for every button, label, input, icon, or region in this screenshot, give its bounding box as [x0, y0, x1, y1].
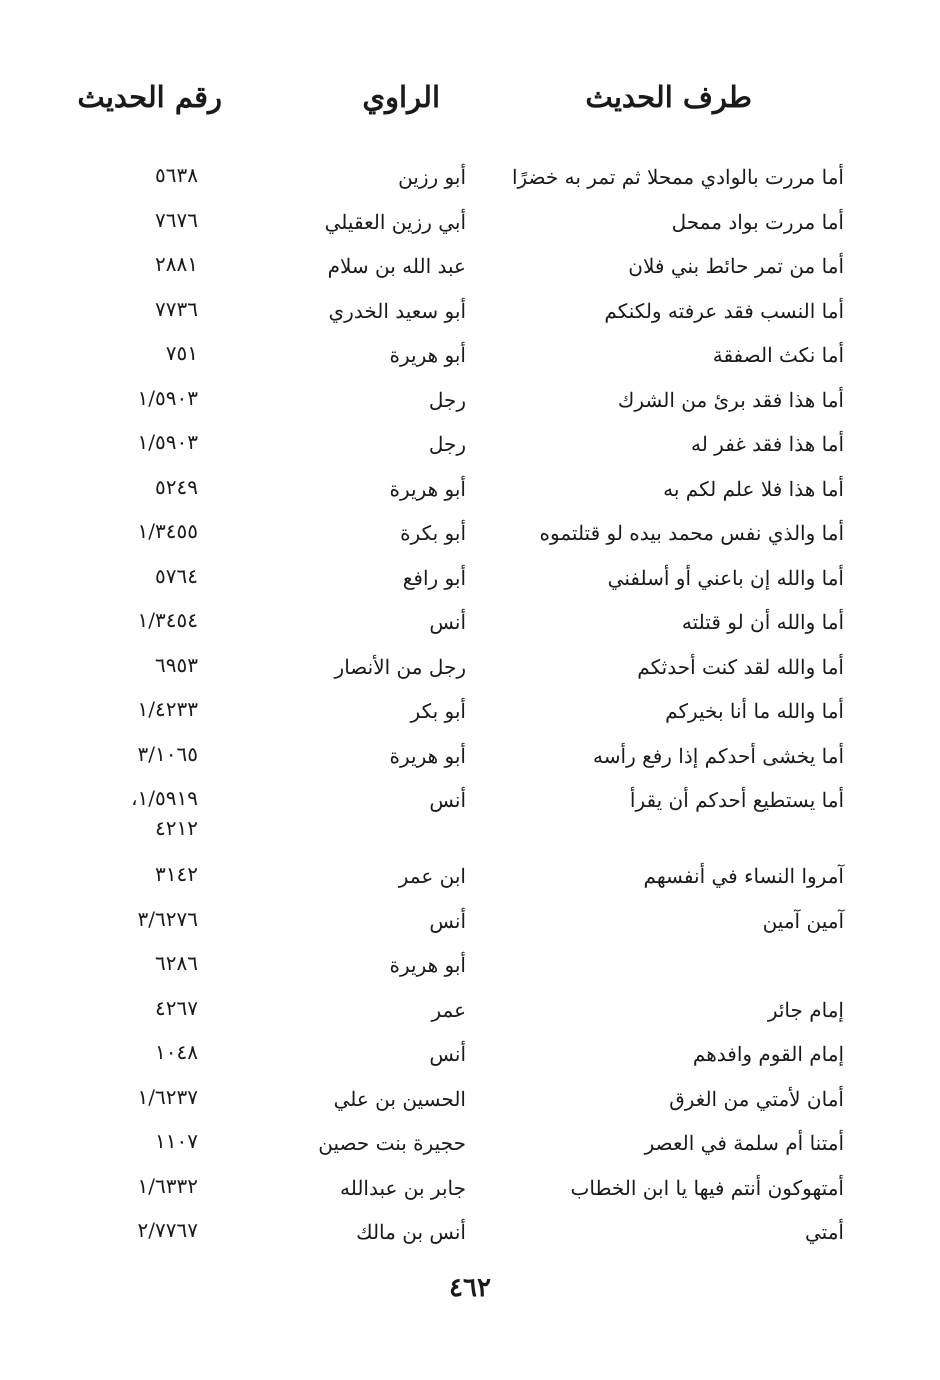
narrator-name: أنس — [429, 1042, 466, 1066]
hadith-number: ١/٣٤٥٥ — [137, 519, 198, 543]
table-row — [0, 783, 940, 859]
table-row — [0, 160, 940, 205]
narrator-name: أنس — [429, 610, 466, 634]
hadith-text: أمتنا أم سلمة في العصر — [644, 1131, 844, 1155]
hadith-number: ١/٥٩٠٣ — [137, 430, 198, 454]
hadith-number — [131, 783, 198, 843]
table-row — [0, 993, 940, 1038]
table-row — [0, 694, 940, 739]
hadith-number: ٣/١٠٦٥ — [137, 741, 198, 766]
hadith-text: أمان لأمتي من الغرق — [669, 1086, 844, 1111]
hadith-text: أما والذي نفس محمد بيده لو قتلتموه — [539, 521, 844, 545]
narrator-name: أبو هريرة — [389, 953, 466, 977]
hadith-number: ٤٢٦٧ — [155, 995, 198, 1020]
hadith-number: ١/٥٩٠٣ — [137, 385, 198, 410]
table-header — [0, 80, 940, 130]
hadith-text: آمين آمين — [762, 908, 844, 933]
hadith-number: ١/٣٤٥٤ — [137, 608, 198, 632]
narrator-name: أبو بكر — [410, 699, 466, 723]
narrator-name: عمر — [431, 997, 466, 1022]
hadith-number: ١٠٤٨ — [155, 1040, 198, 1064]
table-row — [0, 904, 940, 949]
table-row — [0, 1037, 940, 1082]
hadith-text: أما النسب فقد عرفته ولكنكم — [604, 298, 844, 323]
narrator-name: أبو سعيد الخدري — [328, 298, 466, 323]
hadith-text: إمام جائر — [767, 997, 844, 1022]
table-row — [0, 472, 940, 517]
narrator-name: أبو رزين — [398, 165, 466, 189]
narrator-name: أبو بكرة — [400, 521, 466, 545]
narrator-name: أبو رافع — [402, 565, 466, 590]
narrator-name: رجل من الأنصار — [334, 654, 466, 679]
hadith-number: ٣١٤٢ — [155, 862, 198, 886]
table-row — [0, 1126, 940, 1171]
narrator-name: ابن عمر — [398, 864, 466, 888]
hadith-text: أما نكث الصفقة — [712, 343, 844, 367]
narrator-name: عبد الله بن سلام — [327, 254, 466, 278]
hadith-number: ٥٢٤٩ — [155, 474, 198, 499]
table-row — [0, 338, 940, 383]
hadith-text: أما يستطيع أحدكم أن يقرأ — [629, 788, 844, 812]
hadith-text: أما والله إن باعني أو أسلفني — [607, 565, 844, 590]
header-narrator: الراوي — [362, 80, 440, 114]
hadith-text: أما والله ما أنا بخيركم — [665, 699, 844, 723]
table-row — [0, 427, 940, 472]
header-hadith-text: طرف الحديث — [585, 80, 752, 114]
table-row — [0, 516, 940, 561]
table-row — [0, 294, 940, 339]
hadith-number: ١/٦٢٣٧ — [137, 1084, 198, 1109]
hadith-text: إمام القوم وافدهم — [692, 1042, 844, 1066]
narrator-name: أبو هريرة — [389, 343, 466, 367]
hadith-number: ٧٥١ — [165, 341, 198, 365]
narrator-name: رجل — [428, 387, 466, 412]
hadith-number: ٦٢٨٦ — [155, 951, 198, 975]
table-row — [0, 859, 940, 904]
table-row — [0, 1082, 940, 1127]
table-row — [0, 561, 940, 606]
hadith-number: ٢٨٨١ — [155, 252, 198, 276]
table-row — [0, 948, 940, 993]
hadith-text: أما هذا فقد غفر له — [691, 432, 844, 456]
hadith-text: أما والله لقد كنت أحدثكم — [637, 654, 844, 679]
hadith-text: أما والله أن لو قتلته — [681, 610, 844, 634]
narrator-name: أنس — [429, 788, 466, 812]
narrator-name: الحسين بن علي — [333, 1086, 466, 1111]
hadith-number: ٧٧٣٦ — [155, 296, 198, 321]
hadith-number-line-1: ١/٥٩١٩، — [131, 786, 198, 810]
narrator-name: أبي رزين العقيلي — [324, 209, 466, 234]
hadith-text: آمروا النساء في أنفسهم — [643, 864, 844, 888]
hadith-number: ٢/٧٧٦٧ — [137, 1218, 198, 1242]
hadith-number: ٥٧٦٤ — [155, 563, 198, 588]
narrator-name: أنس — [429, 908, 466, 933]
hadith-text: أمتي — [805, 1220, 844, 1244]
table-row — [0, 249, 940, 294]
hadith-number-line-2: ٤٢١٢ — [155, 816, 198, 840]
hadith-text: أما مررت بالوادي ممحلا ثم تمر به خضرًا — [511, 165, 844, 189]
hadith-number: ١١٠٧ — [155, 1129, 198, 1153]
hadith-number: ٥٦٣٨ — [155, 163, 198, 187]
hadith-number: ٦٩٥٣ — [155, 652, 198, 677]
hadith-text: أما هذا فقد برئ من الشرك — [617, 387, 844, 412]
header-hadith-number: رقم الحديث — [77, 80, 222, 114]
table-row — [0, 650, 940, 695]
narrator-name: جابر بن عبدالله — [339, 1175, 466, 1200]
hadith-number: ١/٦٣٣٢ — [137, 1173, 198, 1198]
hadith-number: ٧٦٧٦ — [155, 207, 198, 232]
narrator-name: رجل — [428, 432, 466, 456]
hadith-text: أما يخشى أحدكم إذا رفع رأسه — [593, 743, 844, 768]
hadith-text: أما مررت بواد ممحل — [671, 209, 844, 234]
hadith-text: أما من تمر حائط بني فلان — [628, 254, 844, 278]
page-number: ٤٦٢ — [449, 1273, 491, 1303]
table-row — [0, 1171, 940, 1216]
hadith-index-table — [0, 160, 940, 1260]
hadith-number: ٣/٦٢٧٦ — [137, 906, 198, 931]
narrator-name: أنس بن مالك — [356, 1220, 466, 1244]
table-row — [0, 205, 940, 250]
hadith-text: أمتهوكون أنتم فيها يا ابن الخطاب — [570, 1175, 844, 1200]
hadith-text: أما هذا فلا علم لكم به — [663, 476, 844, 501]
table-row — [0, 739, 940, 784]
table-row — [0, 605, 940, 650]
hadith-number: ١/٤٢٣٣ — [137, 697, 198, 721]
narrator-name: أبو هريرة — [389, 743, 466, 768]
table-row — [0, 383, 940, 428]
narrator-name: أبو هريرة — [389, 476, 466, 501]
table-row — [0, 1215, 940, 1260]
narrator-name: حجيرة بنت حصين — [318, 1131, 466, 1155]
